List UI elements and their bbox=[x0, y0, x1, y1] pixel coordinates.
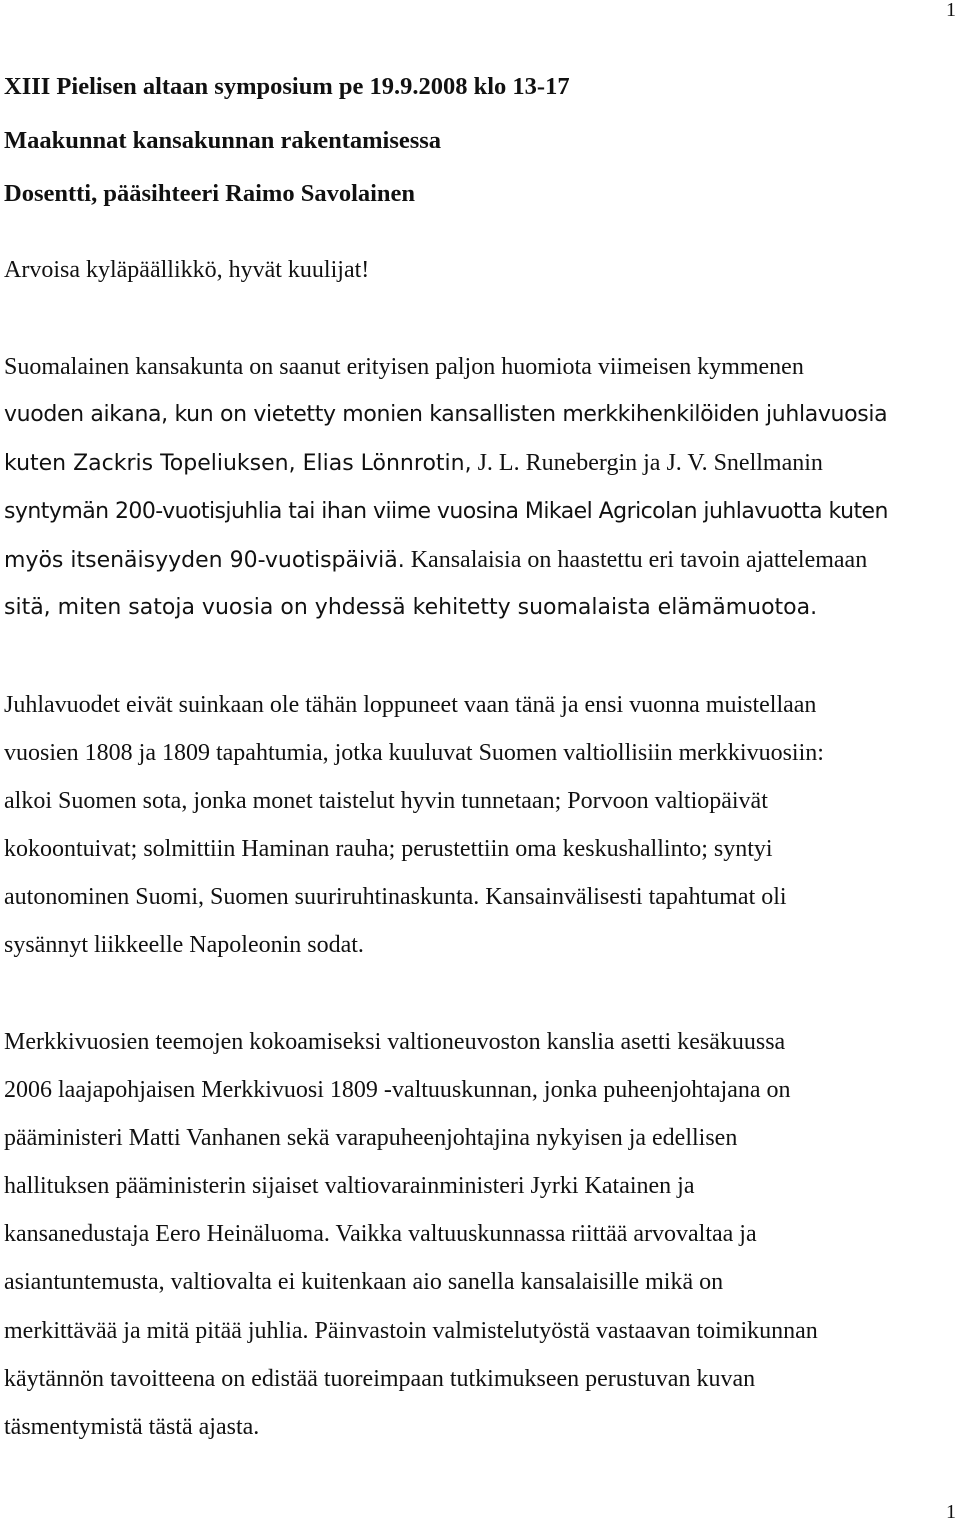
paragraph-line: käytännön tavoitteena on edistää tuoreimpaan tutkimukseen perustuvan kuvan bbox=[4, 1366, 756, 1392]
paragraph-line bbox=[4, 448, 823, 479]
paragraph-line: sysännyt liikkeelle Napoleonin sodat. bbox=[4, 932, 364, 958]
paragraph-line: kokoontuivat; solmittiin Haminan rauha; perustettiin oma keskushallinto; syntyi bbox=[4, 836, 773, 862]
paragraph-line: alkoi Suomen sota, jonka monet taistelut hyvin tunnetaan; Porvoon valtiopäivät bbox=[4, 788, 768, 814]
paragraph-line: kansanedustaja Eero Heinäluoma. Vaikka valtuuskunnassa riittää arvovaltaa ja bbox=[4, 1221, 757, 1247]
paragraph-line: pääministeri Matti Vanhanen sekä varapuheenjohtajina nykyisen ja edellisen bbox=[4, 1125, 738, 1151]
speaker-line: Dosentti, pääsihteeri Raimo Savolainen bbox=[4, 180, 416, 207]
paragraph-text: J. L. Runebergin ja J. V. Snellmanin bbox=[477, 450, 823, 476]
paragraph-text: Kansalaisia on haastettu eri tavoin ajattelemaan bbox=[410, 547, 868, 573]
page-number-bottom: 1 bbox=[946, 1501, 956, 1523]
paragraph-line bbox=[4, 545, 867, 576]
paragraph-line: täsmentymistä tästä ajasta. bbox=[4, 1414, 260, 1440]
event-title: XIII Pielisen altaan symposium pe 19.9.2008 klo 13-17 bbox=[4, 73, 570, 100]
paragraph-line: Juhlavuodet eivät suinkaan ole tähän loppuneet vaan tänä ja ensi vuonna muistellaan bbox=[4, 692, 817, 718]
talk-title: Maakunnat kansakunnan rakentamisessa bbox=[4, 126, 442, 154]
paragraph-line: merkittävää ja mitä pitää juhlia. Päinvastoin valmistelutyöstä vastaavan toimikunnan bbox=[4, 1318, 818, 1344]
paragraph-line: Merkkivuosien teemojen kokoamiseksi valtioneuvoston kanslia asetti kesäkuussa bbox=[4, 1029, 786, 1055]
greeting: Arvoisa kyläpäällikkö, hyvät kuulijat! bbox=[4, 257, 370, 283]
paragraph-line: syntymän 200-vuotisjuhlia tai ihan viime vuosina Mikael Agricolan juhlavuotta kuten bbox=[4, 499, 888, 524]
paragraph-line: Suomalainen kansakunta on saanut erityisen paljon huomiota viimeisen kymmenen bbox=[4, 354, 804, 380]
paragraph-line: autonominen Suomi, Suomen suuriruhtinaskunta. Kansainvälisesti tapahtumat oli bbox=[4, 884, 787, 910]
paragraph-line: sitä, miten satoja vuosia on yhdessä kehitetty suomalaista elämämuotoa. bbox=[4, 595, 818, 620]
paragraph-line: hallituksen pääministerin sijaiset valtiovarainministeri Jyrki Katainen ja bbox=[4, 1173, 695, 1199]
paragraph-line: 2006 laajapohjaisen Merkkivuosi 1809 -valtuuskunnan, jonka puheenjohtajana on bbox=[4, 1077, 791, 1103]
document-header bbox=[4, 60, 570, 221]
paragraph-text: kuten Zackris Topeliuksen, Elias Lönnrotin, bbox=[4, 451, 472, 476]
paragraph-text: myös itsenäisyyden 90-vuotispäiviä. bbox=[4, 548, 405, 573]
page-number-top: 1 bbox=[946, 0, 956, 21]
paragraph-line: vuoden aikana, kun on vietetty monien kansallisten merkkihenkilöiden juhlavuosia bbox=[4, 402, 888, 427]
paragraph-line: vuosien 1808 ja 1809 tapahtumia, jotka kuuluvat Suomen valtiollisiin merkkivuosiin: bbox=[4, 740, 824, 766]
paragraph-line: asiantuntemusta, valtiovalta ei kuitenkaan aio sanella kansalaisille mikä on bbox=[4, 1269, 724, 1295]
